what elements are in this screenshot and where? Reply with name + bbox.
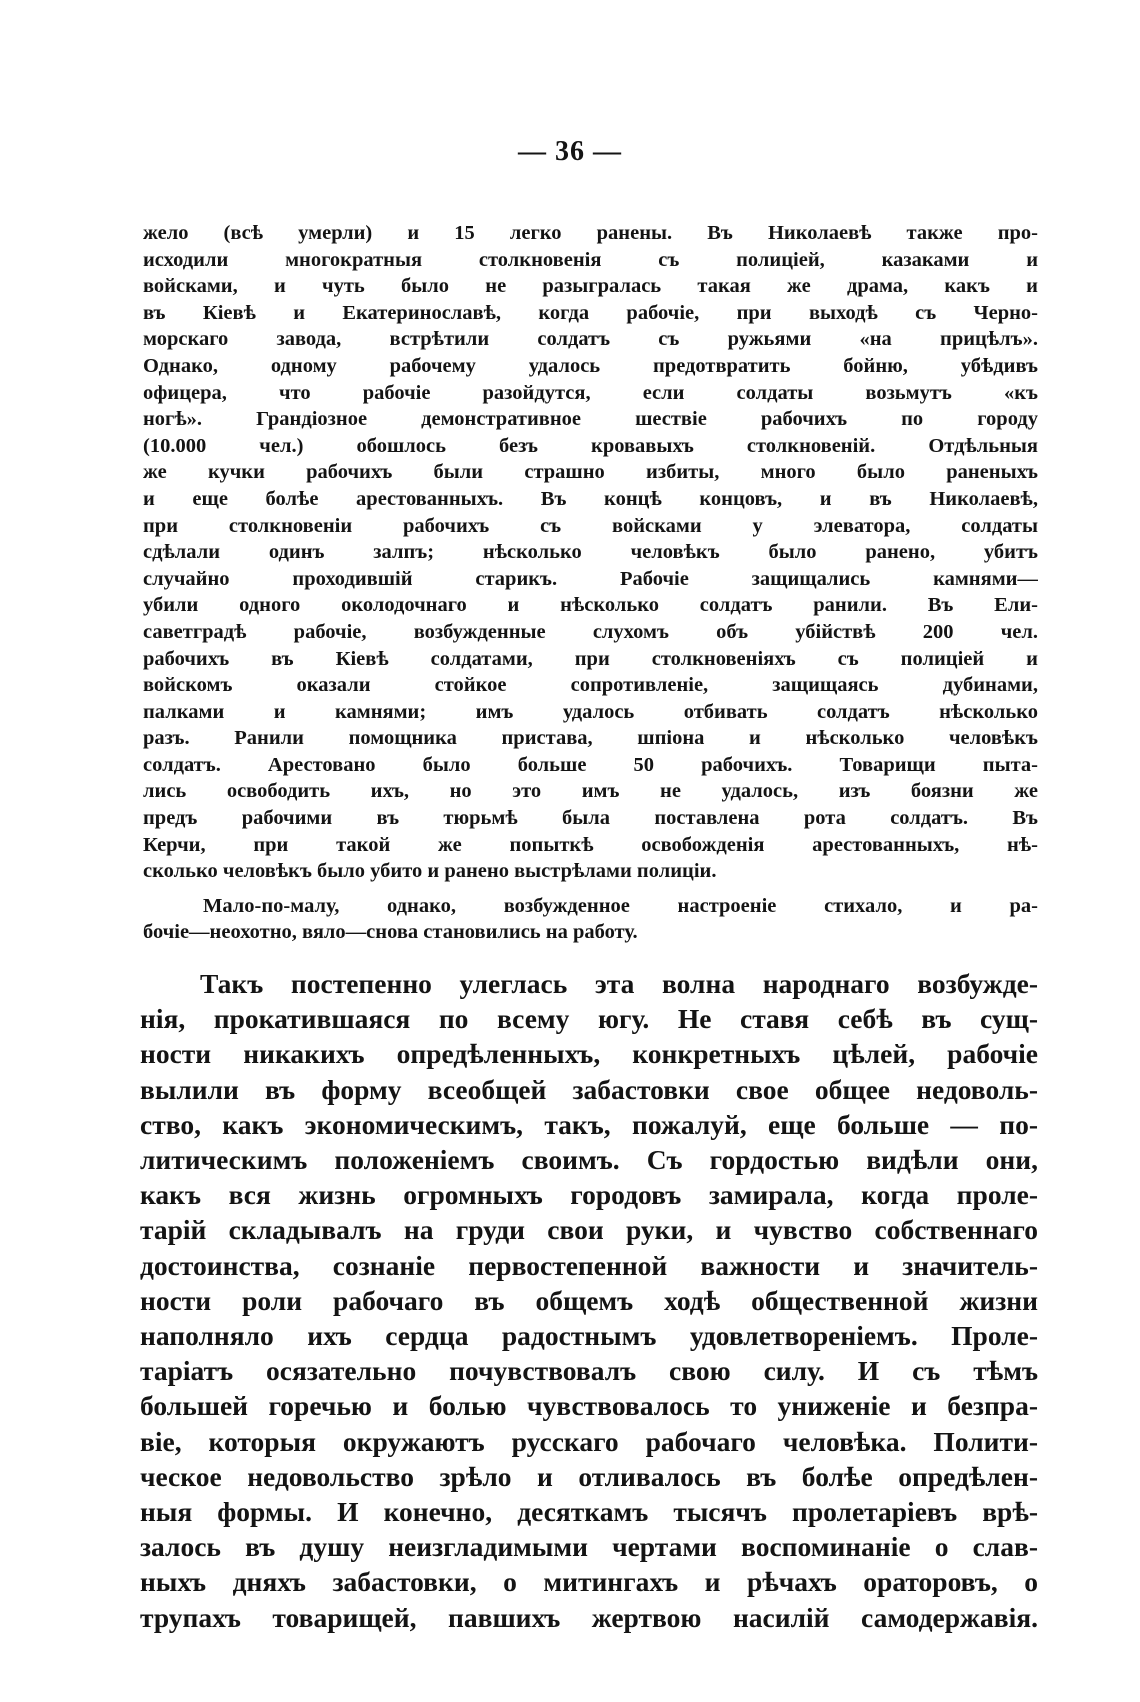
small-paragraph-1 <box>143 220 1038 885</box>
text-line: жело (всѣ умерли) и 15 легко ранены. Въ Николаевѣ также про- <box>143 222 1038 244</box>
text-line: случайно проходившій старикъ. Рабочіе защищались камнями— <box>143 567 1038 590</box>
text-line: лись освободить ихъ, но это имъ не удалось, изъ боязни же <box>143 780 1038 803</box>
text-line: сдѣлали одинъ залпъ; нѣсколько человѣкъ было ранено, убитъ <box>143 541 1038 564</box>
text-line: ногѣ». Грандіозное демонстративное шествіе рабочихъ по городу <box>143 408 1038 431</box>
text-line: Керчи, при такой же попыткѣ освобожденія арестованныхъ, нѣ- <box>143 833 1038 856</box>
text-line: трупахъ товарищей, павшихъ жертвою насилій самодержавія. <box>140 1601 1038 1633</box>
text-line: литическимъ положеніемъ своимъ. Съ гордостью видѣли они, <box>140 1144 1038 1176</box>
text-line: сколько человѣкъ было убито и ранено выстрѣлами полиціи. <box>143 860 717 883</box>
text-line: віе, которыя окружаютъ русскаго рабочаго человѣка. Полити- <box>140 1425 1038 1457</box>
page-number: — 36 — <box>518 136 622 167</box>
text-line: палками и камнями; имъ удалось отбивать солдатъ нѣсколько <box>143 700 1038 723</box>
text-line: саветградѣ рабочіе, возбужденные слухомъ объ убійствѣ 200 чел. <box>143 620 1038 643</box>
text-line: Такъ постепенно улеглась эта волна народнаго возбужде- <box>200 968 1038 999</box>
text-line: большей горечью и болью чувствовалось то униженіе и безпра- <box>140 1390 1038 1422</box>
text-line: тарій складывалъ на груди свои руки, и чувство собственнаго <box>140 1214 1038 1246</box>
text-line: таріатъ осязательно почувствовалъ свою силу. И съ тѣмъ <box>140 1355 1038 1387</box>
text-line: войскомъ оказали стойкое сопротивленіе, защищаясь дубинами, <box>143 674 1038 697</box>
small-paragraph-2 <box>143 893 1038 946</box>
small-print-section <box>143 220 1038 946</box>
text-line: ности роли рабочаго въ общемъ ходѣ общественной жизни <box>140 1284 1038 1316</box>
text-line: морскаго завода, встрѣтили солдатъ съ ружьями «на прицѣлъ». <box>143 328 1038 351</box>
text-line: наполняло ихъ сердца радостнымъ удовлетвореніемъ. Проле- <box>140 1320 1038 1352</box>
text-line: ности никакихъ опредѣленныхъ, конкретныхъ цѣлей, рабочіе <box>140 1038 1038 1070</box>
text-line: ческое недовольство зрѣло и отливалось въ болѣе опредѣлен- <box>140 1460 1038 1492</box>
text-line: рабочихъ въ Кіевѣ солдатами, при столкновеніяхъ съ полиціей и <box>143 647 1038 670</box>
text-line: какъ вся жизнь огромныхъ городовъ замирала, когда проле- <box>140 1179 1038 1211</box>
text-line: войсками, и чуть было не разыгралась такая же драма, какъ и <box>143 275 1038 298</box>
text-line: вылили въ форму всеобщей забастовки свое общее недоволь- <box>140 1073 1038 1105</box>
text-line: въ Кіевѣ и Екатеринославѣ, когда рабочіе, при выходѣ съ Черно- <box>143 301 1038 324</box>
text-line: (10.000 чел.) обошлось безъ кровавыхъ столкновеній. Отдѣльныя <box>143 434 1038 457</box>
text-line: предъ рабочими въ тюрьмѣ была поставлена рота солдатъ. Въ <box>143 807 1038 830</box>
text-line: офицера, что рабочіе разойдутся, если солдаты возьмутъ «къ <box>143 381 1038 404</box>
text-line: ныхъ дняхъ забастовки, о митингахъ и рѣчахъ ораторовъ, о <box>140 1566 1038 1598</box>
text-line: нія, прокатившаяся по всему югу. Не ставя себѣ въ сущ- <box>140 1003 1038 1035</box>
text-line: же кучки рабочихъ были страшно избиты, много было раненыхъ <box>143 461 1038 484</box>
text-line: ство, какъ экономическимъ, такъ, пожалуй, еще больше — по- <box>140 1108 1038 1140</box>
text-line: залось въ душу неизгладимыми чертами воспоминаніе о слав- <box>140 1531 1038 1563</box>
text-line: ныя формы. И конечно, десяткамъ тысячъ пролетаріевъ врѣ- <box>140 1496 1038 1528</box>
text-line: и еще болѣе арестованныхъ. Въ концѣ концовъ, и въ Николаевѣ, <box>143 487 1038 510</box>
text-line: убили одного околодочнаго и нѣсколько солдатъ ранили. Въ Ели- <box>143 594 1038 617</box>
text-line: солдатъ. Арестовано было больше 50 рабочихъ. Товарищи пыта- <box>143 753 1038 776</box>
large-print-paragraph <box>140 966 1038 1635</box>
text-line: при столкновеніи рабочихъ съ войсками у элеватора, солдаты <box>143 514 1038 537</box>
text-line: бочіе—неохотно, вяло—снова становились на работу. <box>143 921 638 944</box>
text-line: достоинства, сознаніе первостепенной важности и значитель- <box>140 1249 1038 1281</box>
text-line: Мало-по-малу, однако, возбужденное настроеніе стихало, и ра- <box>203 894 1038 917</box>
text-line: исходили многократныя столкновенія съ полиціей, казаками и <box>143 248 1038 271</box>
text-line: Однако, одному рабочему удалось предотвратить бойню, убѣдивъ <box>143 354 1038 377</box>
text-line: разъ. Ранили помощника пристава, шпіона и нѣсколько человѣкъ <box>143 727 1038 750</box>
